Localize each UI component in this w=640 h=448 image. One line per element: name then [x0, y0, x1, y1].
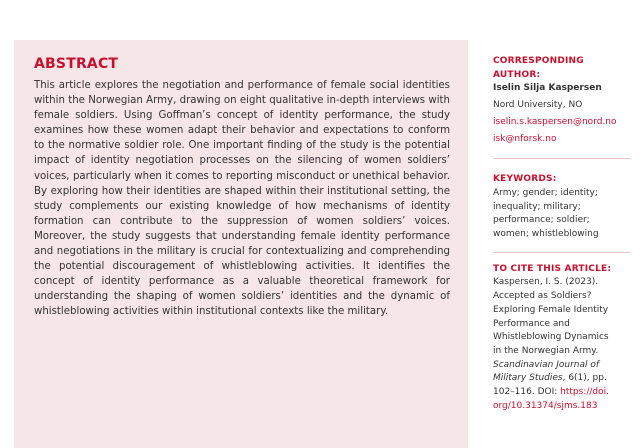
- citation-line: Performance and: [493, 318, 570, 329]
- citation-line: Kaspersen, I. S. (2023).: [493, 277, 599, 288]
- divider: [493, 158, 631, 159]
- divider: [493, 252, 631, 253]
- citation-line: Exploring Female Identity: [493, 304, 609, 315]
- citation-section: [493, 263, 631, 414]
- author-name: Iselin Silja Kaspersen: [493, 83, 602, 94]
- author-email-secondary[interactable]: isk@nforsk.no: [493, 133, 557, 144]
- keywords-line: performance; soldier;: [493, 215, 590, 226]
- citation-line: Accepted as Soldiers?: [493, 291, 592, 302]
- citation-line: in the Norwegian Army.: [493, 345, 599, 356]
- author-affiliation: Nord University, NO: [493, 100, 583, 111]
- citation-line: Whistleblowing Dynamics: [493, 332, 609, 343]
- keywords-heading: KEYWORDS:: [493, 174, 557, 185]
- citation-volume: , 6(1), pp.: [562, 373, 607, 384]
- abstract-heading: ABSTRACT: [34, 56, 119, 72]
- article-sidebar: [493, 55, 631, 413]
- citation-journal: Scandinavian Journal of: [493, 359, 600, 370]
- keywords-section: [493, 173, 631, 242]
- abstract-text: This article explores the negotiation and performance of female social identities within the Norwegian Army, drawing on eight qualitative in-depth interviews with female soldiers. Using Goffman’s concept of identity performance, the study examines how these women adapt their behavior and expectations to conform to the normative soldier role. One important finding of the study is the potential impact of identity negotiation processes on the silencing of women soldiers’ voices, particularly when it comes to reporting misconduct or unethical behavior. By exploring how their identities are shaped within their institutional setting, the study complements our existing knowledge of how mechanisms of identity formation can contribute to the suppression of women soldiers’ voices. Moreover, the study suggests that understanding female identity performance and negotiations in the military is crucial for contextualizing and comprehending the potential discouragement of whistleblowing activities. It identifies the concept of identity performance as a valuable theoretical framework for understanding the shaping of women soldiers’ identities and the dynamic of whistleblowing activities within institutional contexts like the military.: [34, 80, 450, 318]
- citation-heading: TO CITE THIS ARTICLE:: [493, 263, 612, 274]
- corresponding-author-heading: CORRESPONDING AUTHOR:: [493, 56, 584, 80]
- citation-journal: Military Studies: [493, 373, 563, 384]
- citation-pages: 102–116. DOI:: [493, 387, 558, 398]
- author-email-primary[interactable]: iselin.s.kaspersen@nord.no: [493, 116, 617, 127]
- doi-link[interactable]: https://doi.: [560, 387, 609, 398]
- abstract-panel: [14, 40, 468, 448]
- corresponding-author-section: [493, 55, 631, 146]
- keywords-line: inequality; military;: [493, 201, 581, 212]
- doi-link[interactable]: org/10.31374/sjms.183: [493, 400, 598, 411]
- keywords-line: Army; gender; identity;: [493, 187, 598, 198]
- keywords-line: women; whistleblowing: [493, 229, 599, 240]
